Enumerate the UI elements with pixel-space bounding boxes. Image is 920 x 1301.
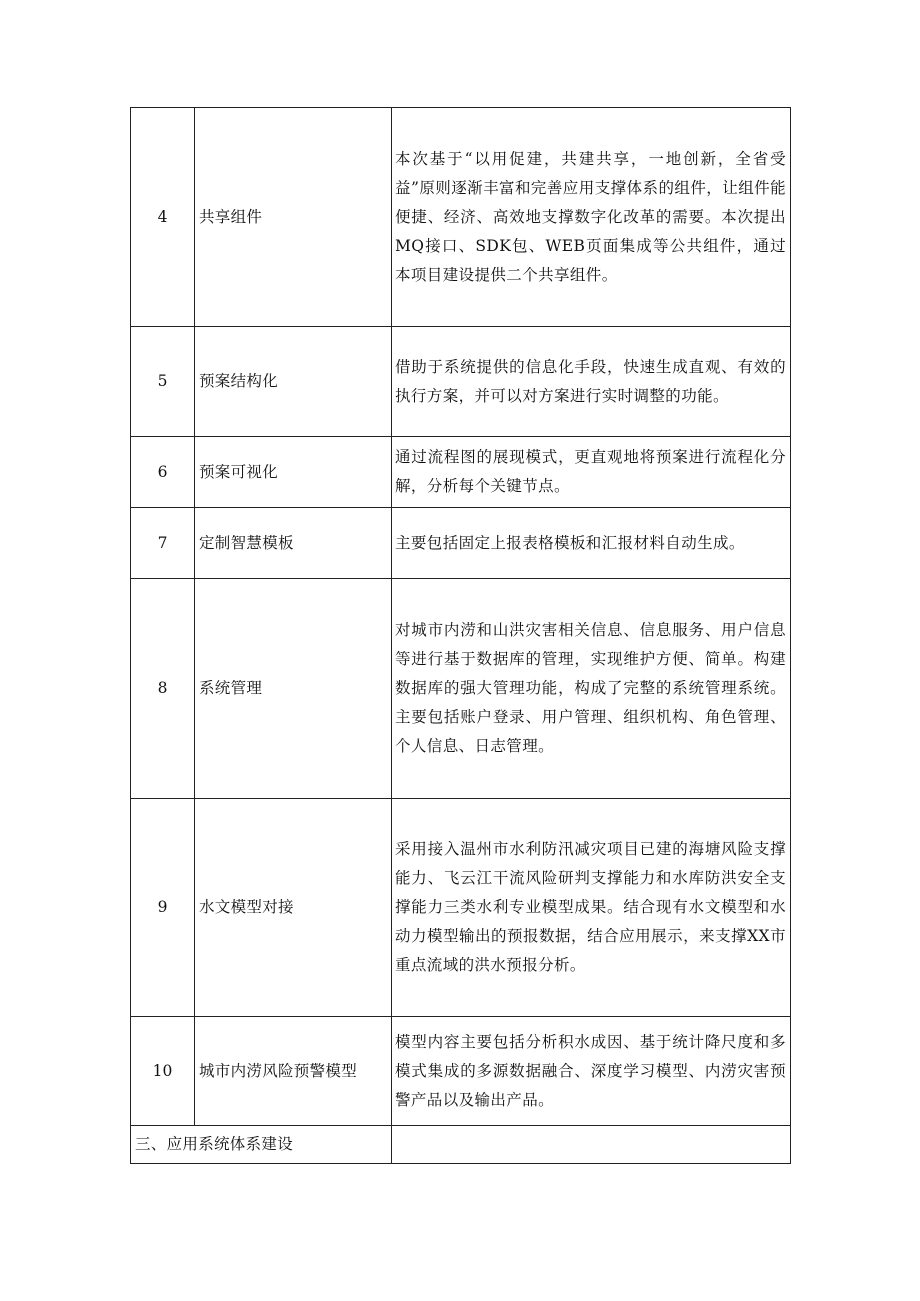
item-description: 主要包括固定上报表格模板和汇报材料自动生成。	[392, 508, 791, 579]
item-description: 通过流程图的展现模式，更直观地将预案进行流程化分解，分析每个关键节点。	[392, 437, 791, 508]
item-description: 对城市内涝和山洪灾害相关信息、信息服务、用户信息等进行基于数据库的管理，实现维护方便、简单。构建数据库的强大管理功能，构成了完整的系统管理系统。主要包括账户登录、用户管理、组织机构、角色管理、个人信息、日志管理。	[392, 579, 791, 799]
item-name: 城市内涝风险预警模型	[195, 1017, 392, 1126]
table-row	[131, 579, 791, 799]
section-value	[392, 1126, 791, 1164]
table-row	[131, 799, 791, 1017]
item-description: 本次基于“以用促建，共建共享，一地创新，全省受益”原则逐渐丰富和完善应用支撑体系的组件，让组件能便捷、经济、高效地支撑数字化改革的需要。本次提出MQ接口、SDK包、WEB页面集成等公共组件，通过本项目建设提供二个共享组件。	[392, 108, 791, 327]
item-name: 定制智慧模板	[195, 508, 392, 579]
item-description: 模型内容主要包括分析积水成因、基于统计降尺度和多模式集成的多源数据融合、深度学习模型、内涝灾害预警产品以及输出产品。	[392, 1017, 791, 1126]
item-description: 借助于系统提供的信息化手段，快速生成直观、有效的执行方案，并可以对方案进行实时调整的功能。	[392, 327, 791, 437]
item-name: 预案结构化	[195, 327, 392, 437]
row-number: 10	[131, 1017, 195, 1126]
item-name: 水文模型对接	[195, 799, 392, 1017]
item-name: 共享组件	[195, 108, 392, 327]
row-number: 9	[131, 799, 195, 1017]
table-row	[131, 508, 791, 579]
row-number: 6	[131, 437, 195, 508]
item-name: 预案可视化	[195, 437, 392, 508]
row-number: 8	[131, 579, 195, 799]
item-name: 系统管理	[195, 579, 392, 799]
section-heading: 三、应用系统体系建设	[131, 1126, 392, 1164]
item-description: 采用接入温州市水利防汛减灾项目已建的海塘风险支撑能力、飞云江干流风险研判支撑能力和水库防洪安全支撑能力三类水利专业模型成果。结合现有水文模型和水动力模型输出的预报数据，结合应用展示，来支撑XX市重点流域的洪水预报分析。	[392, 799, 791, 1017]
table-row	[131, 437, 791, 508]
row-number: 5	[131, 327, 195, 437]
row-number: 7	[131, 508, 195, 579]
table-row	[131, 108, 791, 327]
component-table	[130, 107, 791, 1164]
table-row	[131, 1017, 791, 1126]
section-row	[131, 1126, 791, 1164]
row-number: 4	[131, 108, 195, 327]
table-row	[131, 327, 791, 437]
